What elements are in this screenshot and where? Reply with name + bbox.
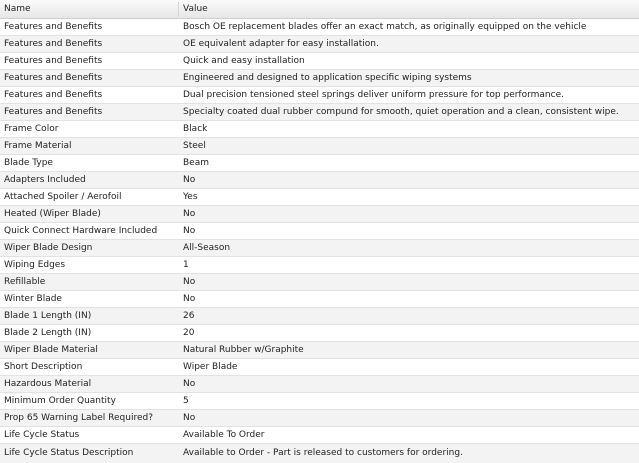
table-row[interactable] [0,257,639,274]
attribute-value-cell: Bosch OE replacement blades offer an exact match, as originally equipped on the vehicle [183,22,587,32]
attribute-value-cell: No [183,379,196,389]
table-row[interactable] [0,138,639,155]
table-row[interactable] [0,393,639,410]
grid-header [0,0,639,19]
attribute-name-cell: Minimum Order Quantity [4,396,116,406]
attribute-name-cell: Life Cycle Status [4,430,80,440]
attribute-value-cell: No [183,226,196,236]
table-row[interactable] [0,87,639,104]
table-row[interactable] [0,376,639,393]
table-row[interactable] [0,342,639,359]
attribute-name-cell: Life Cycle Status Description [4,448,134,458]
attribute-name-cell: Heated (Wiper Blade) [4,209,101,219]
attribute-name-cell: Adapters Included [4,175,86,185]
attribute-name-cell: Frame Material [4,141,72,151]
table-row[interactable] [0,189,639,206]
table-row[interactable] [0,444,639,463]
attribute-name-cell: Blade Type [4,158,53,168]
table-row[interactable] [0,70,639,87]
attribute-value-cell: No [183,209,196,219]
table-row[interactable] [0,308,639,325]
attribute-name-cell: Wiper Blade Material [4,345,98,355]
attribute-value-cell: No [183,294,196,304]
attribute-name-cell: Blade 1 Length (IN) [4,311,92,321]
attribute-value-cell: Dual precision tensioned steel springs deliver uniform pressure for top performance. [183,90,564,100]
table-row[interactable] [0,359,639,376]
table-row[interactable] [0,291,639,308]
table-row[interactable] [0,223,639,240]
table-row[interactable] [0,410,639,427]
attribute-value-cell: Available to Order - Part is released to customers for ordering. [183,448,463,458]
attribute-value-cell: All-Season [183,243,231,253]
attribute-name-cell: Frame Color [4,124,59,134]
column-header-value[interactable]: Value [183,4,208,14]
attribute-value-cell: Yes [183,192,198,202]
attribute-value-cell: Engineered and designed to application specific wiping systems [183,73,472,83]
table-row[interactable] [0,121,639,138]
attribute-value-cell: 5 [183,396,189,406]
attribute-name-cell: Wiping Edges [4,260,66,270]
attribute-name-cell: Blade 2 Length (IN) [4,328,92,338]
attribute-value-cell: No [183,175,196,185]
attribute-name-cell: Refillable [4,277,46,287]
attribute-value-cell: 1 [183,260,189,270]
table-row[interactable] [0,19,639,36]
table-row[interactable] [0,325,639,342]
table-row[interactable] [0,206,639,223]
attribute-value-cell: Black [183,124,208,134]
attribute-name-cell: Wiper Blade Design [4,243,93,253]
attribute-value-cell: Steel [183,141,206,151]
attribute-value-cell: Beam [183,158,209,168]
attribute-name-cell: Winter Blade [4,294,62,304]
attribute-name-cell: Short Description [4,362,83,372]
attribute-value-cell: Quick and easy installation [183,56,305,66]
attribute-name-cell: Attached Spoiler / Aerofoil [4,192,122,202]
attribute-name-cell: Features and Benefits [4,90,103,100]
table-row[interactable] [0,172,639,189]
attribute-value-cell: Natural Rubber w/Graphite [183,345,304,355]
attribute-value-cell: 26 [183,311,195,321]
column-divider[interactable] [178,2,179,16]
table-row[interactable] [0,427,639,444]
attribute-name-cell: Hazardous Material [4,379,92,389]
table-row[interactable] [0,36,639,53]
attribute-name-cell: Prop 65 Warning Label Required? [4,413,154,423]
attribute-value-cell: Specialty coated dual rubber compund for smooth, quiet operation and a clean, consistent wipe. [183,107,619,117]
attribute-value-cell: Wiper Blade [183,362,238,372]
grid-body [0,19,639,463]
attribute-name-cell: Features and Benefits [4,73,103,83]
table-row[interactable] [0,274,639,291]
table-row[interactable] [0,104,639,121]
attribute-name-cell: Features and Benefits [4,107,103,117]
attribute-name-cell: Features and Benefits [4,22,103,32]
attribute-value-cell: OE equivalent adapter for easy installation. [183,39,379,49]
attribute-value-cell: Available To Order [183,430,265,440]
attribute-name-cell: Features and Benefits [4,39,103,49]
attribute-value-cell: No [183,277,196,287]
table-row[interactable] [0,155,639,172]
attribute-name-cell: Features and Benefits [4,56,103,66]
attribute-value-cell: 20 [183,328,195,338]
attribute-name-cell: Quick Connect Hardware Included [4,226,158,236]
table-row[interactable] [0,53,639,70]
table-row[interactable] [0,240,639,257]
column-header-name[interactable]: Name [4,4,31,14]
attribute-value-cell: No [183,413,196,423]
